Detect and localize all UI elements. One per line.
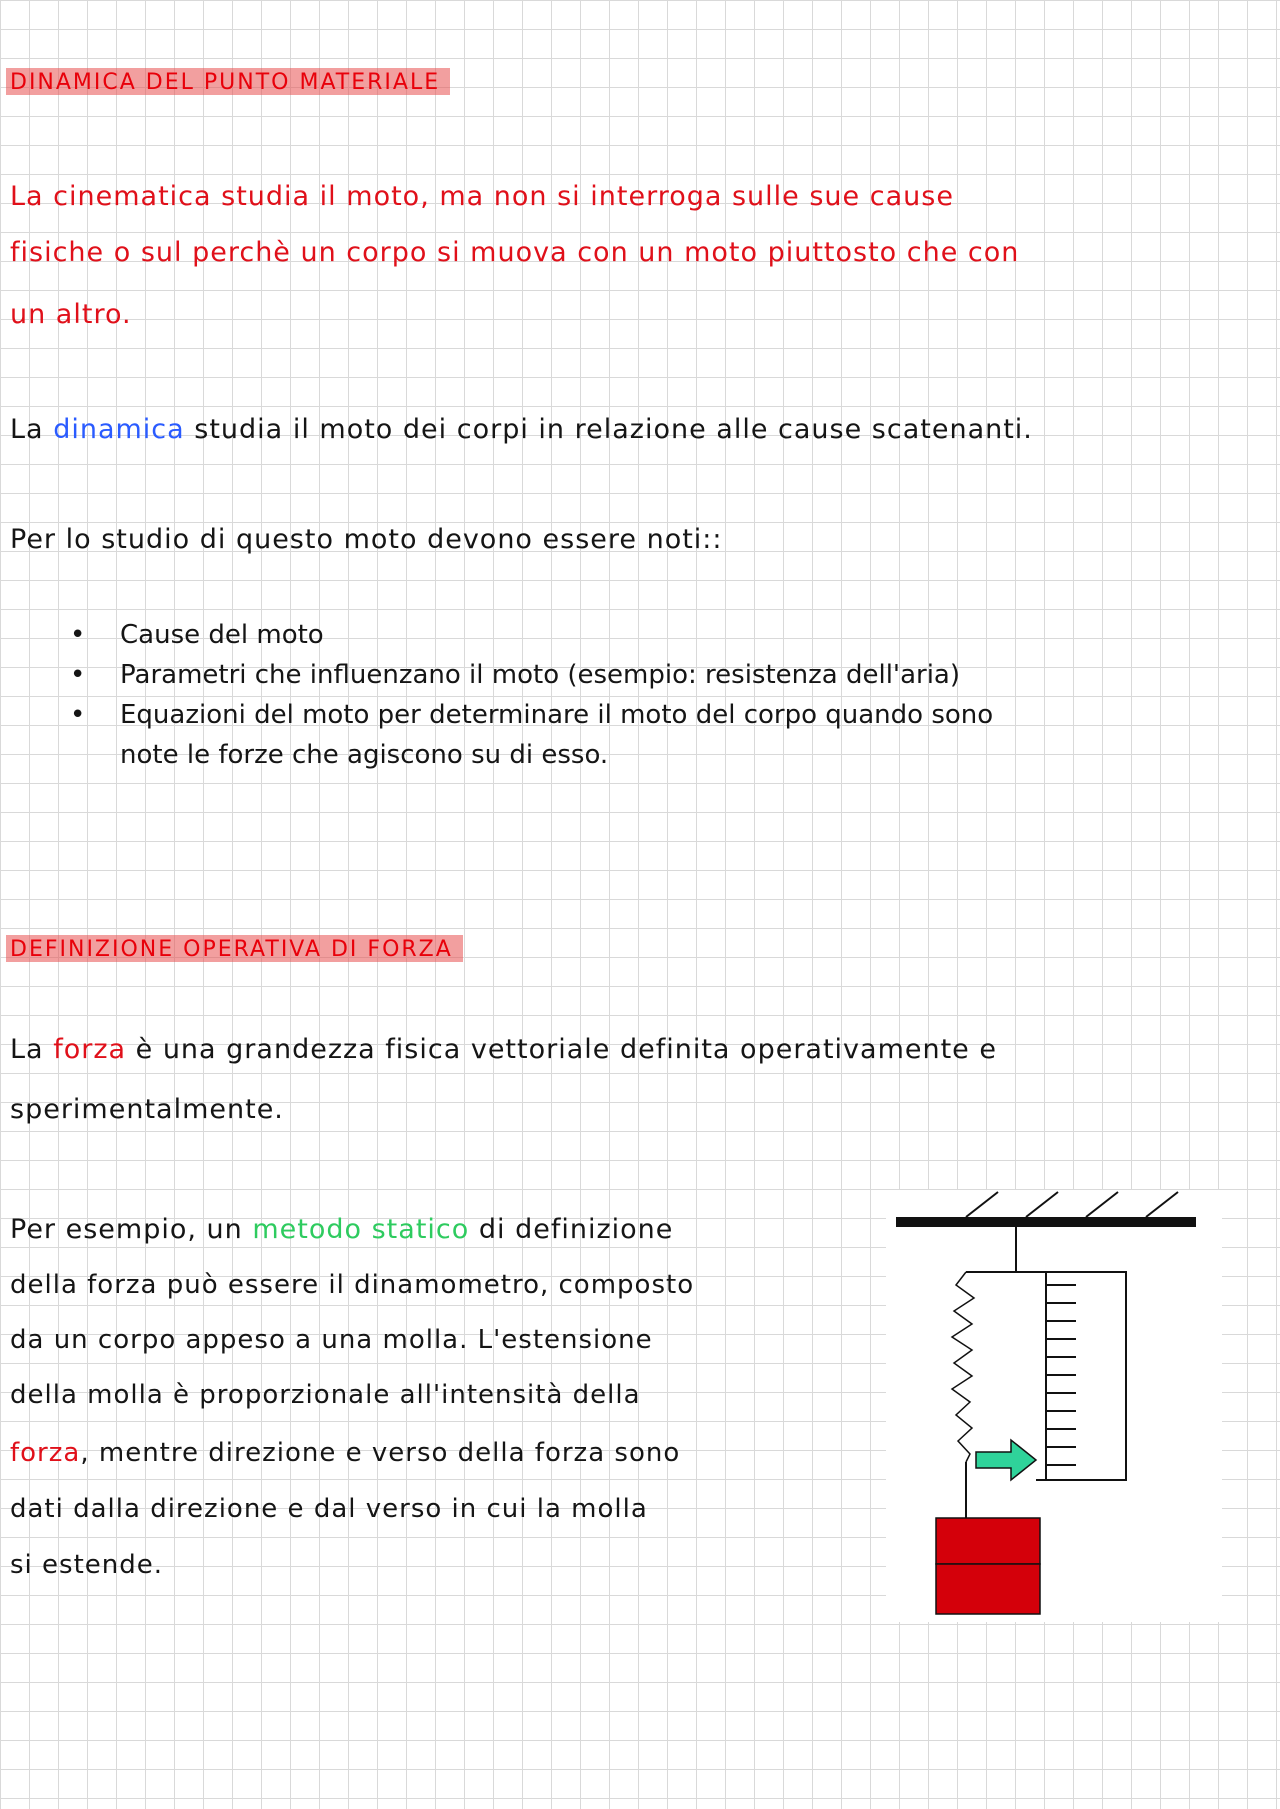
- list-item: • Equazioni del moto per determinare il moto del corpo quando sono: [70, 700, 994, 730]
- dinamica-suffix: studia il moto dei corpi in relazione alle cause scatenanti.: [194, 414, 1033, 445]
- list-item: • Parametri che influenzano il moto (esempio: resistenza dell'aria): [70, 660, 960, 690]
- example-line-5: [10, 1428, 680, 1478]
- ceiling-bar: [896, 1217, 1196, 1227]
- example-suffix: di definizione: [478, 1214, 674, 1245]
- example-line-4: della molla è proporzionale all'intensità della: [10, 1380, 641, 1410]
- example-prefix: Per esempio, un: [10, 1214, 243, 1245]
- force-arrow: [976, 1440, 1036, 1480]
- dinamica-term: dinamica: [53, 414, 185, 445]
- spring: [952, 1272, 974, 1462]
- forza-prefix: La: [10, 1034, 44, 1065]
- example-line-3: da un corpo appeso a una molla. L'estensione: [10, 1325, 653, 1355]
- dinamica-prefix: La: [10, 414, 44, 445]
- requirements-list: [70, 615, 993, 775]
- forza-term: forza: [53, 1034, 127, 1065]
- section-title-dinamica: DINAMICA DEL PUNTO MATERIALE: [6, 68, 450, 95]
- example-line-7: si estende.: [10, 1550, 164, 1580]
- mass-bottom: [936, 1564, 1040, 1614]
- section-title-forza: DEFINIZIONE OPERATIVA DI FORZA: [6, 935, 463, 962]
- dynamometer-diagram: [886, 1190, 1222, 1622]
- list-item: • Cause del moto: [70, 620, 324, 650]
- example-line-5-rest: , mentre direzione e verso della forza sono: [80, 1438, 681, 1468]
- example-line-2: della forza può essere il dinamometro, composto: [10, 1270, 695, 1300]
- mass-top: [936, 1518, 1040, 1564]
- list-item-continuation: note le forze che agiscono su di esso.: [120, 740, 609, 770]
- known-intro: Per lo studio di questo moto devono essere noti::: [10, 524, 723, 555]
- metodo-statico-term: metodo statico: [252, 1214, 470, 1245]
- cinematica-line-3: un altro.: [10, 299, 132, 330]
- dynamometer-figure: [886, 1190, 1222, 1622]
- ceiling-hatch: [966, 1192, 1178, 1217]
- forza-term-2: forza: [10, 1438, 81, 1468]
- dinamica-line: [10, 405, 1033, 455]
- cinematica-line-1: La cinematica studia il moto, ma non si interroga sulle sue cause: [10, 181, 954, 212]
- forza-suffix: è una grandezza fisica vettoriale definita operativamente e: [135, 1034, 997, 1065]
- example-line-6: dati dalla direzione e dal verso in cui la molla: [10, 1494, 648, 1524]
- example-line-1: [10, 1205, 673, 1255]
- cinematica-line-2: fisiche o sul perchè un corpo si muova con un moto piuttosto che con: [10, 237, 1020, 268]
- forza-definition-line-2: sperimentalmente.: [10, 1094, 284, 1125]
- scale-ticks: [1046, 1272, 1076, 1480]
- forza-definition-line-1: [10, 1025, 997, 1075]
